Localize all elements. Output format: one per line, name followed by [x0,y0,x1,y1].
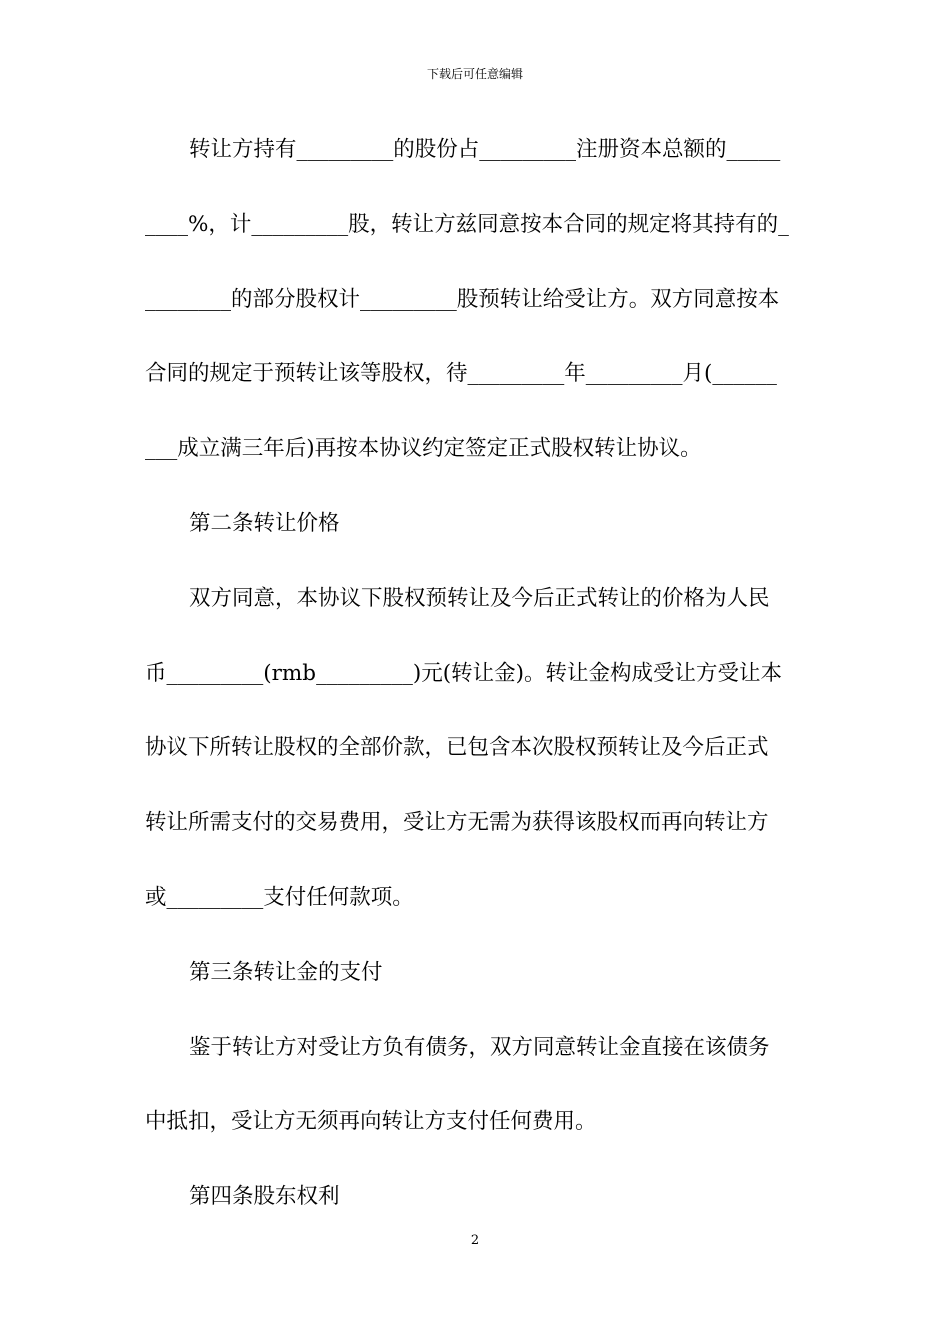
paragraph-line: 转让所需支付的交易费用，受让方无需为获得该股权而再向转让方 [145,810,769,836]
paragraph-line: 或_________支付任何款项。 [145,884,414,910]
section-heading: 第三条转让金的支付 [189,959,383,985]
paragraph-line: ____%，计_________股，转让方兹同意按本合同的规定将其持有的_ [145,211,789,237]
paragraph-line: 鉴于转让方对受让方负有债务，双方同意转让金直接在该债务 [189,1034,770,1060]
paragraph-line: 双方同意，本协议下股权预转让及今后正式转让的价格为人民 [189,585,770,611]
document-body [145,128,805,1250]
paragraph-line: ___成立满三年后)再按本协议约定签定正式股权转让协议。 [145,436,702,462]
paragraph-line: 币_________(rmb_________)元(转让金)。转让金构成受让方受让本 [145,660,782,686]
paragraph-line: 合同的规定于预转让该等股权，待_________年_________月(______ [145,361,777,387]
paragraph-line: 协议下所转让股权的全部价款，已包含本次股权预转让及今后正式 [145,735,769,761]
section-heading: 第二条转让价格 [189,510,340,536]
section-heading: 第四条股东权利 [189,1184,340,1210]
page-header: 下载后可任意编辑 [426,67,523,81]
paragraph-line: 转让方持有_________的股份占_________注册资本总额的_____ [189,137,781,162]
page-number: 2 [470,1233,480,1248]
paragraph-line: 中抵扣，受让方无须再向转让方支付任何费用。 [145,1109,597,1135]
paragraph-line: ________的部分股权计_________股预转让给受让方。双方同意按本 [145,286,780,312]
